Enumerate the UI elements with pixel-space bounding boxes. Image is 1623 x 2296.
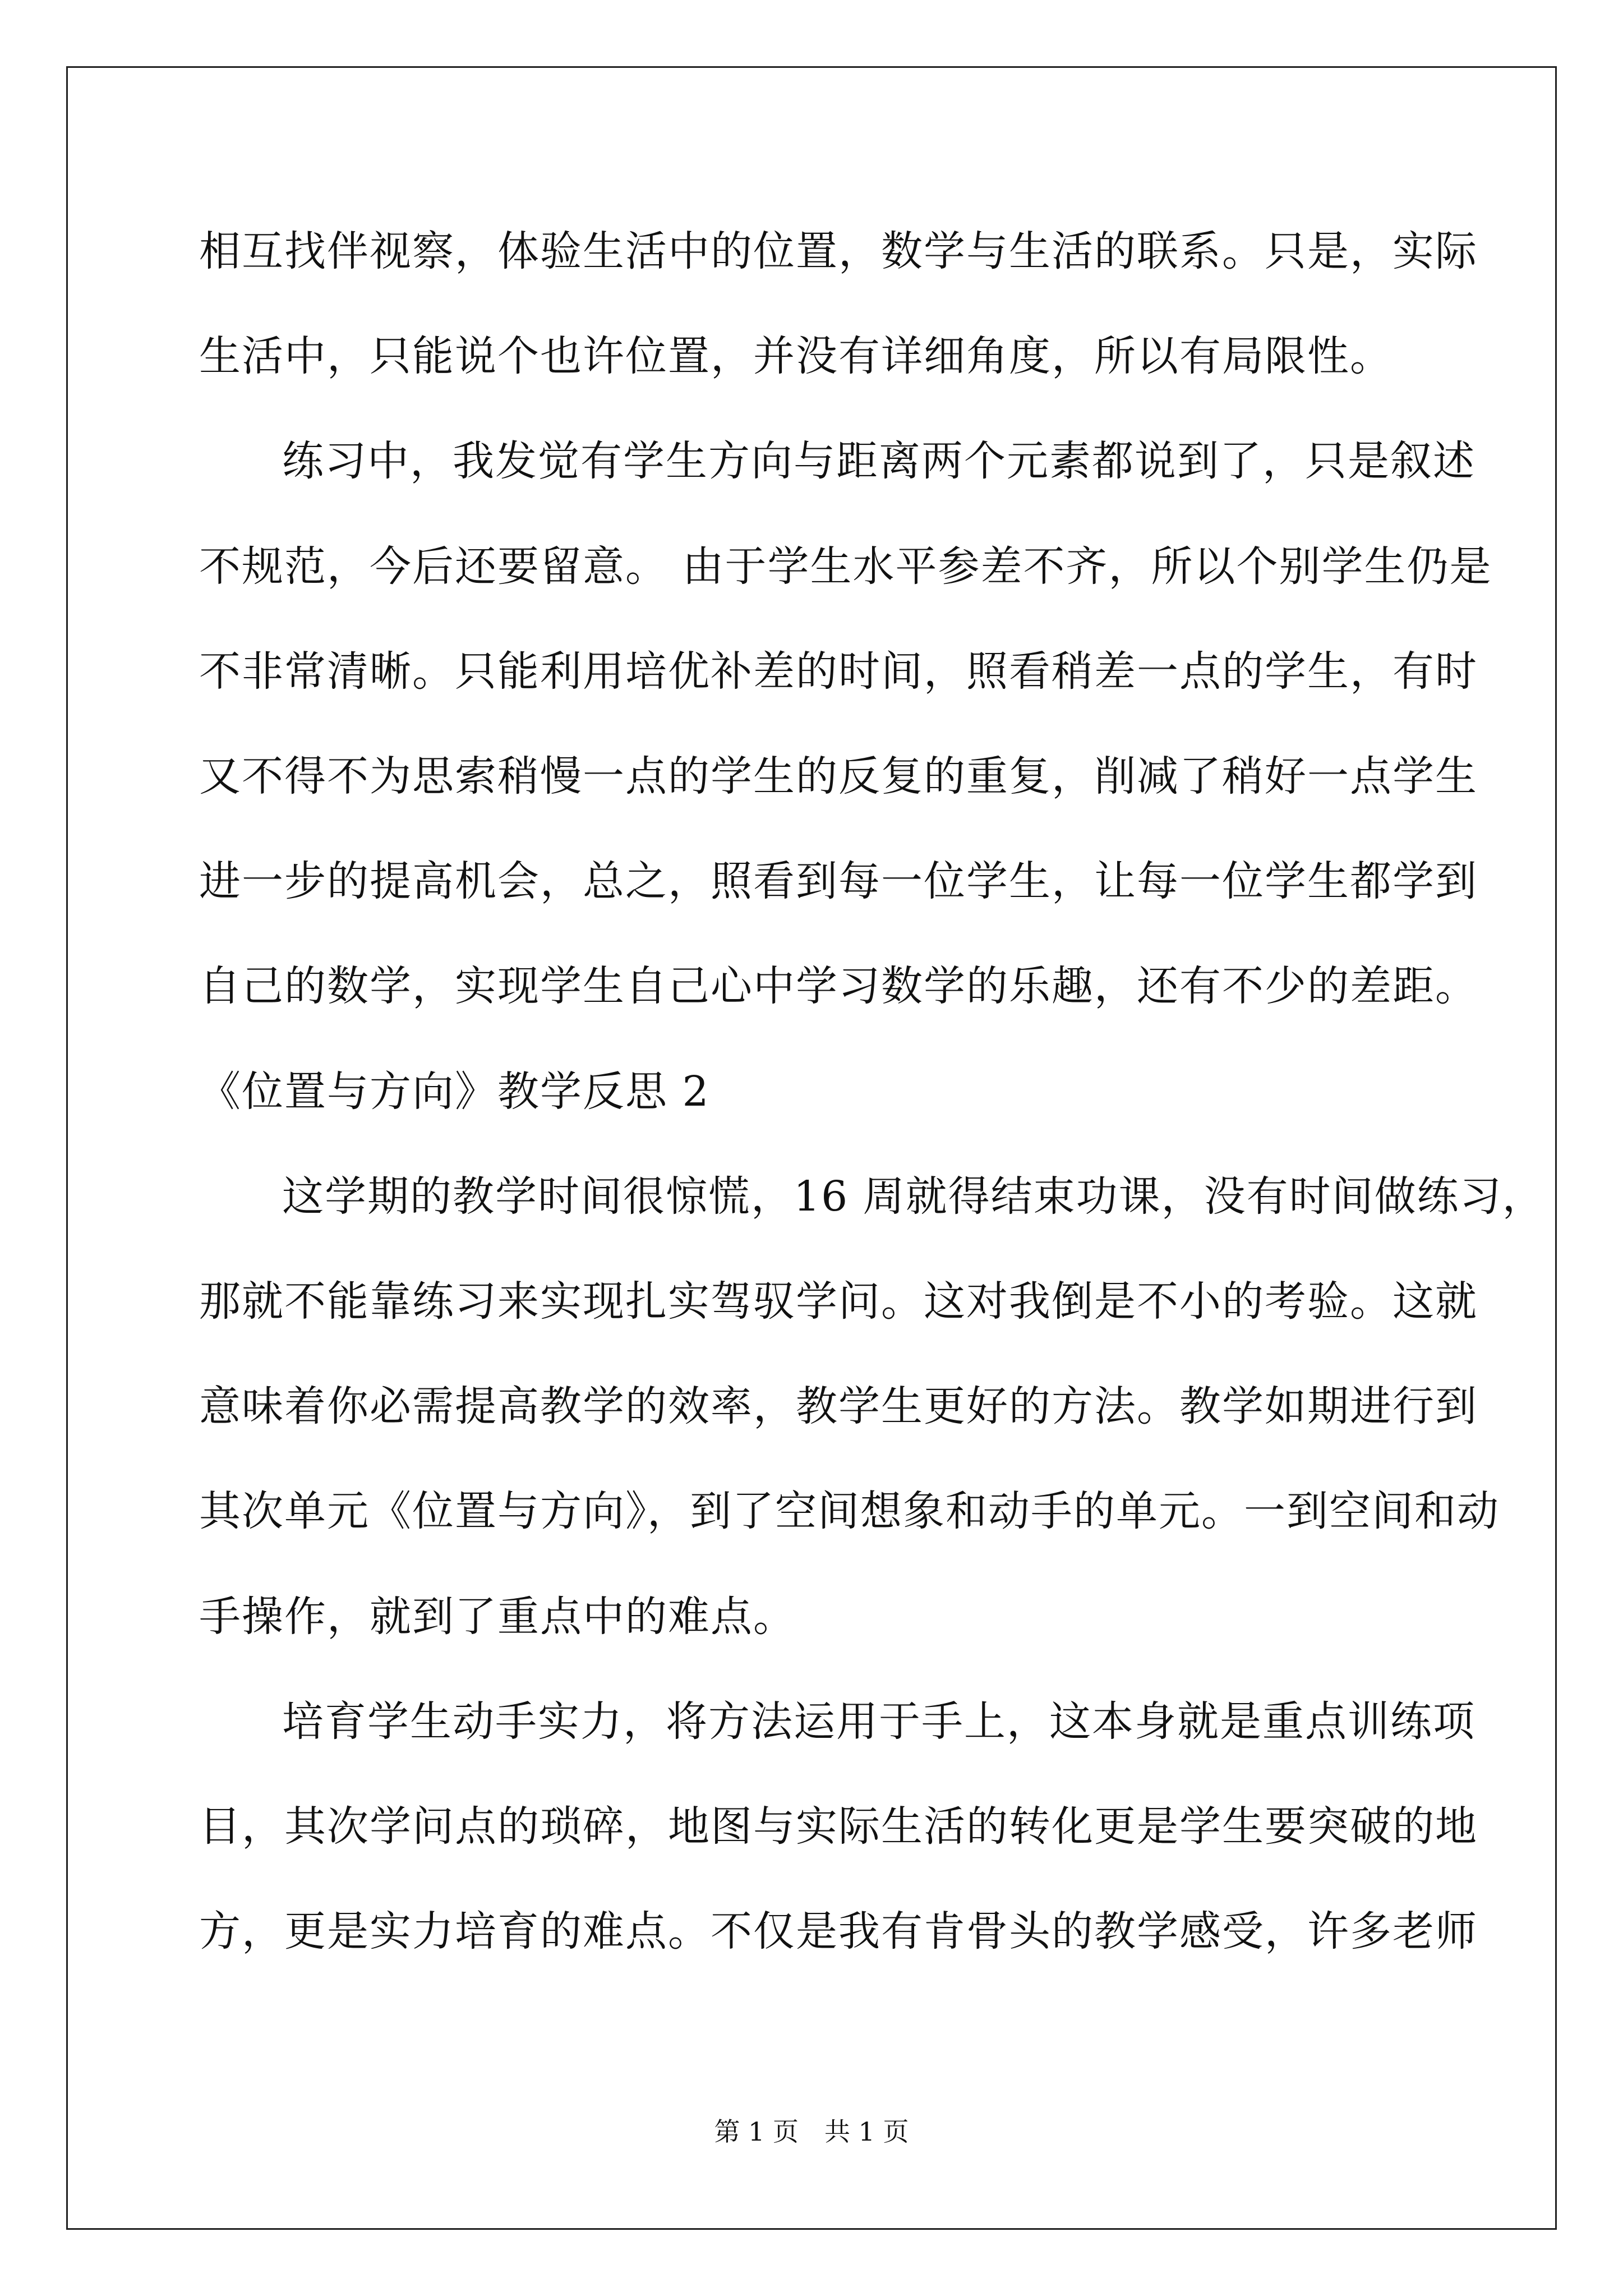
body-text-line: 生活中，只能说个也许位置，并没有详细角度，所以有局限性。 bbox=[199, 332, 1393, 380]
body-text-line: 手操作，就到了重点中的难点。 bbox=[199, 1593, 796, 1641]
body-text-line: 方，更是实力培育的难点。不仅是我有肯骨头的教学感受，许多老师 bbox=[199, 1907, 1478, 1955]
body-text-line: 意味着你必需提高教学的效率，教学生更好的方法。教学如期进行到 bbox=[199, 1382, 1478, 1430]
body-text-line: 不非常清晰。只能利用培优补差的时间，照看稍差一点的学生，有时 bbox=[199, 647, 1478, 696]
body-text-line: 不规范，今后还要留意。 由于学生水平参差不齐，所以个别学生仍是 bbox=[199, 542, 1492, 591]
body-text-line: 目，其次学问点的琐碎，地图与实际生活的转化更是学生要突破的地 bbox=[199, 1802, 1478, 1851]
body-text-line: 进一步的提高机会，总之，照看到每一位学生，让每一位学生都学到 bbox=[199, 857, 1478, 905]
body-text-line: 又不得不为思索稍慢一点的学生的反复的重复，削减了稍好一点学生 bbox=[199, 752, 1478, 800]
section-heading: 《位置与方向》教学反思 2 bbox=[199, 1068, 710, 1116]
body-text-line: 那就不能靠练习来实现扎实驾驭学问。这对我倒是不小的考验。这就 bbox=[199, 1277, 1478, 1326]
paragraph-first-line: 这学期的教学时间很惊慌，16 周就得结束功课，没有时间做练习， bbox=[282, 1172, 1545, 1221]
body-text-line: 相互找伴视察，体验生活中的位置，数学与生活的联系。只是，实际 bbox=[199, 227, 1478, 275]
page-number-footer: 第 1 页 共 1 页 bbox=[714, 2116, 909, 2147]
paragraph-first-line: 培育学生动手实力，将方法运用于手上，这本身就是重点训练项 bbox=[282, 1697, 1476, 1746]
body-text-line: 其次单元《位置与方向》，到了空间想象和动手的单元。一到空间和动 bbox=[199, 1487, 1500, 1535]
body-text-line: 自己的数学，实现学生自己心中学习数学的乐趣，还有不少的差距。 bbox=[199, 962, 1478, 1010]
paragraph-first-line: 练习中，我发觉有学生方向与距离两个元素都说到了，只是叙述 bbox=[282, 437, 1476, 485]
